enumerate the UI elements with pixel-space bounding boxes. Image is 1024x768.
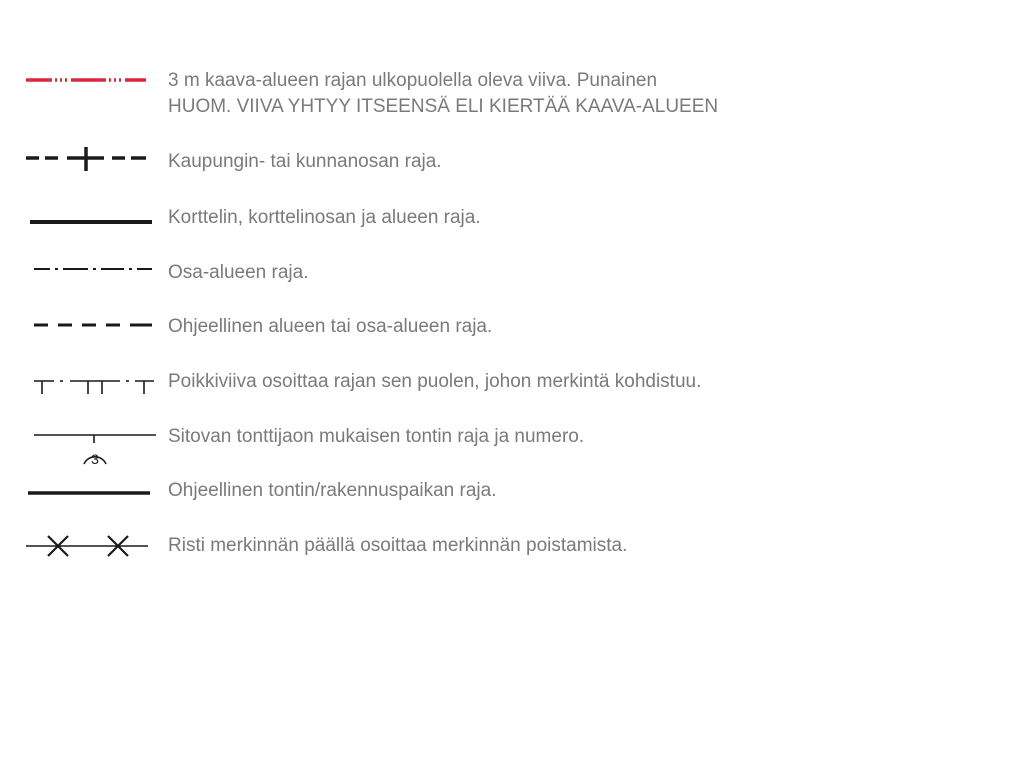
legend-label-line-1: 3 m kaava-alueen rajan ulkopuolella oleva viiva. Punainen <box>168 70 658 91</box>
legend-label <box>168 68 718 120</box>
solid-line-icon <box>24 480 160 508</box>
dash-dot-line-icon <box>24 256 160 284</box>
legend-label: Kaupungin- tai kunnanosan raja. <box>168 151 442 172</box>
line-with-crosses-icon <box>24 532 160 560</box>
dash-cross-line-icon <box>24 145 160 173</box>
plot-number: 3 <box>91 451 99 467</box>
red-dash-dot-line-icon <box>24 66 160 94</box>
dashed-line-icon <box>24 312 160 340</box>
thick-solid-line-icon <box>24 208 160 236</box>
legend-label: Ohjeellinen alueen tai osa-alueen raja. <box>168 316 493 337</box>
legend-label: Korttelin, korttelinosan ja alueen raja. <box>168 207 481 228</box>
legend-label: Ohjeellinen tontin/rakennuspaikan raja. <box>168 480 497 501</box>
legend-label-line-2: HUOM. VIIVA YHTYY ITSEENSÄ ELI KIERTÄÄ KAAVA-ALUEEN <box>168 96 719 117</box>
legend-label: Risti merkinnän päällä osoittaa merkinnän poistamista. <box>168 535 628 556</box>
plot-number-marker-icon <box>24 422 160 468</box>
legend-label: Sitovan tonttijaon mukaisen tontin raja ja numero. <box>168 426 585 447</box>
legend-label: Osa-alueen raja. <box>168 262 309 283</box>
legend-label: Poikkiviiva osoittaa rajan sen puolen, johon merkintä kohdistuu. <box>168 371 702 392</box>
dash-dot-tick-line-icon <box>24 368 160 396</box>
